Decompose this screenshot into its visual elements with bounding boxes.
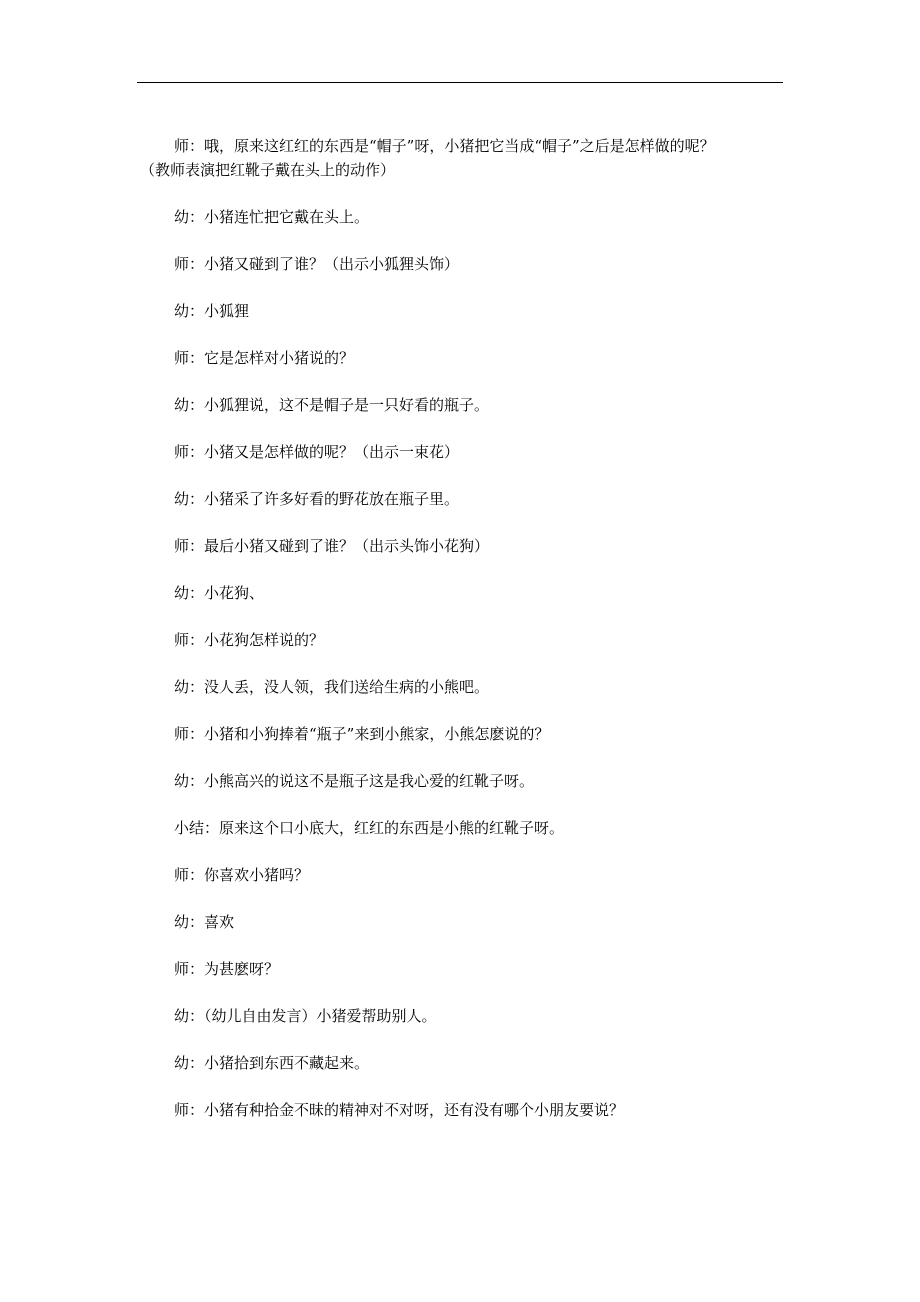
paragraph-5: 师：它是怎样对小猪说的？: [174, 349, 355, 367]
paragraph-10: 幼：小花狗、: [174, 584, 265, 602]
paragraph-4: 幼：小狐狸: [174, 302, 250, 320]
paragraph-13: 师：小猪和小狗捧着“瓶子”来到小熊家，小熊怎麽说的？: [174, 725, 550, 743]
paragraph-20: 幼：小猪拾到东西不藏起来。: [174, 1054, 370, 1072]
paragraph-3: 师：小猪又碰到了谁？（出示小狐狸头饰）: [174, 255, 460, 273]
paragraph-2: 幼：小猪连忙把它戴在头上。: [174, 208, 370, 226]
paragraph-7: 师：小猪又是怎样做的呢？（出示一束花）: [174, 443, 460, 461]
paragraph-8: 幼：小猪采了许多好看的野花放在瓶子里。: [174, 490, 460, 508]
paragraph-1-line-1: 师：哦，原来这红红的东西是“帽子”呀，小猪把它当成“帽子”之后是怎样做的呢？: [174, 137, 715, 155]
paragraph-14: 幼：小熊高兴的说这不是瓶子这是我心爱的红靴子呀。: [174, 772, 535, 790]
paragraph-15: 小结：原来这个口小底大，红红的东西是小熊的红靴子呀。: [174, 819, 565, 837]
paragraph-9: 师：最后小猪又碰到了谁？（出示头饰小花狗）: [174, 537, 490, 555]
paragraph-16: 师：你喜欢小猪吗？: [174, 866, 310, 884]
paragraph-18: 师：为甚麽呀？: [174, 960, 280, 978]
paragraph-17: 幼：喜欢: [174, 913, 235, 931]
paragraph-11: 师：小花狗怎样说的？: [174, 631, 325, 649]
document-body: [140, 134, 790, 1145]
paragraph-21: 师：小猪有种拾金不昧的精神对不对呀，还有没有哪个小朋友要说？: [174, 1101, 625, 1119]
paragraph-19: 幼：（幼儿自由发言）小猪爱帮助别人。: [174, 1007, 437, 1025]
paragraph-1: [140, 134, 790, 182]
paragraph-6: 幼：小狐狸说，这不是帽子是一只好看的瓶子。: [174, 396, 490, 414]
paragraph-1-line-2: （教师表演把红靴子戴在头上的动作）: [140, 161, 396, 179]
header-rule: [137, 82, 783, 83]
paragraph-12: 幼：没人丢，没人领，我们送给生病的小熊吧。: [174, 678, 490, 696]
